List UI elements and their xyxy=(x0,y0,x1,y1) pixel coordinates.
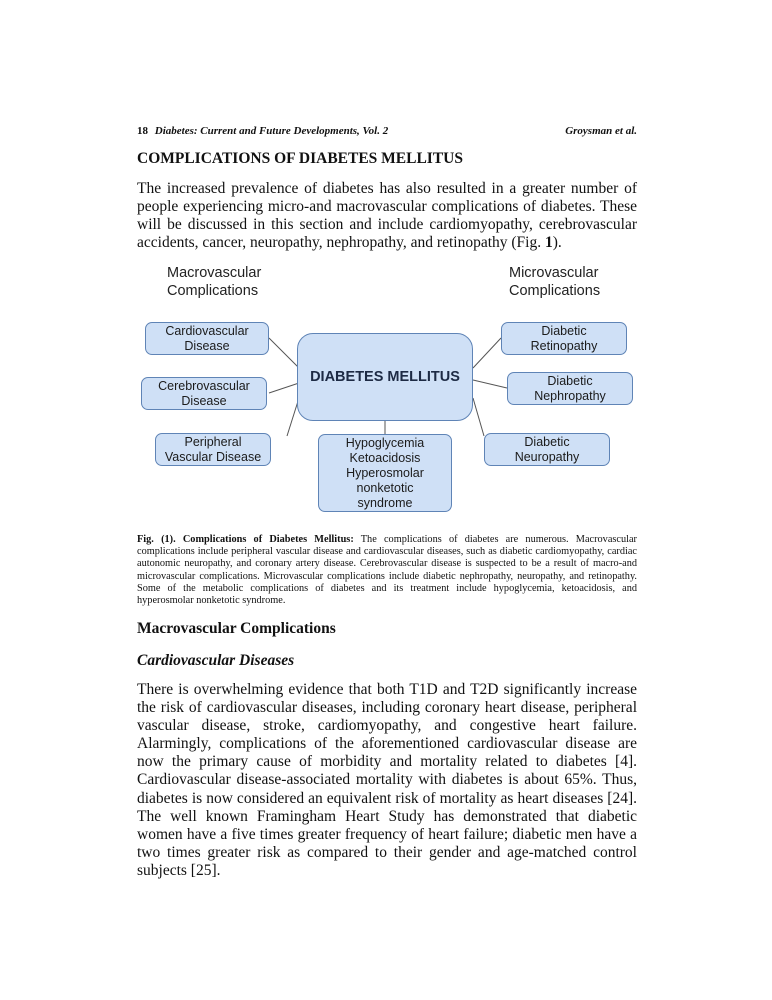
box-diabetic-retinopathy: Diabetic Retinopathy xyxy=(501,322,627,355)
connector-nephropathy xyxy=(473,380,507,388)
running-header xyxy=(137,124,637,138)
box-diabetic-nephropathy: Diabetic Nephropathy xyxy=(507,372,633,405)
box-cardiovascular-disease: Cardiovascular Disease xyxy=(145,322,269,355)
connector-neuropathy xyxy=(473,398,484,436)
box-diabetic-neuropathy: Diabetic Neuropathy xyxy=(484,433,610,466)
caption-text: The complications of diabetes are numerous. Macrovascular complications include peripheral vascular disease and cardiovascular diseases, such as diabetic cardiomyopathy, cardiac autonomic neuropathy, and coronary artery disease. Cerebrovascular disease is suspected to be a result of macro-and microvascular complications. Microvascular complications include diabetic nephropathy, neuropathy, and retinopathy. Some of the metabolic complications of diabetes and its treatment include hypoglycemia, ketoacidosis, and hyperosmolar nonketotic syndrome. xyxy=(137,534,637,607)
connector-cerebrovascular xyxy=(269,383,299,393)
complications-diagram xyxy=(137,258,637,520)
box-metabolic-complications: Hypoglycemia Ketoacidosis Hyperosmolar nonketotic syndrome xyxy=(318,434,452,512)
figure-caption xyxy=(137,534,637,607)
page-number: 18 xyxy=(137,125,148,137)
cardiovascular-diseases-heading: Cardiovascular Diseases xyxy=(137,652,295,669)
authors: Groysman et al. xyxy=(565,125,637,137)
connector-retinopathy xyxy=(473,338,501,368)
cardiovascular-paragraph: There is overwhelming evidence that both T1D and T2D significantly increase the risk of cardiovascular diseases, including coronary heart disease, peripheral vascular disease, stroke, cardiomyopathy, and congestive heart failure. Alarmingly, complications of the aforementioned cardiovascular disease are now the primary cause of morbidity and mortality related to diabetes [4]. Cardiovascular disease-associated mortality with diabetes is about 65%. Thus, diabetes is now considered an equivalent risk of mortality as heart diseases [24]. The well known Framingham Heart Study has demonstrated that diabetic women have a five times greater frequency of heart failure; diabetic men have a two times greater risk as compared to their gender and age-matched control subjects [25]. xyxy=(137,681,637,879)
connector-cardiovascular xyxy=(269,338,299,368)
caption-label: Fig. (1). Complications of Diabetes Mellitus: xyxy=(137,534,354,545)
box-diabetes-mellitus: DIABETES MELLITUS xyxy=(297,333,473,421)
intro-text-end: ). xyxy=(552,234,562,252)
macrovascular-heading: Macrovascular Complications xyxy=(167,265,262,299)
macrovascular-complications-heading: Macrovascular Complications xyxy=(137,620,336,637)
box-peripheral-vascular-disease: Peripheral Vascular Disease xyxy=(155,433,271,466)
intro-text-start: The increased prevalence of diabetes has also resulted in a greater number of people experiencing micro-and macrovascular complications of diabetes. These will be discussed in this section and include cardiomyopathy, cerebrovascular accidents, cancer, neuropathy, nephropathy, and retinopathy (Fig. xyxy=(137,180,637,252)
microvascular-heading: Microvascular Complications xyxy=(509,265,601,299)
journal-title: Diabetes: Current and Future Developments, Vol. 2 xyxy=(154,125,389,137)
section-heading: COMPLICATIONS OF DIABETES MELLITUS xyxy=(137,150,463,167)
figure-reference: 1 xyxy=(544,234,553,252)
box-cerebrovascular-disease: Cerebrovascular Disease xyxy=(141,377,267,410)
intro-paragraph xyxy=(137,180,637,252)
